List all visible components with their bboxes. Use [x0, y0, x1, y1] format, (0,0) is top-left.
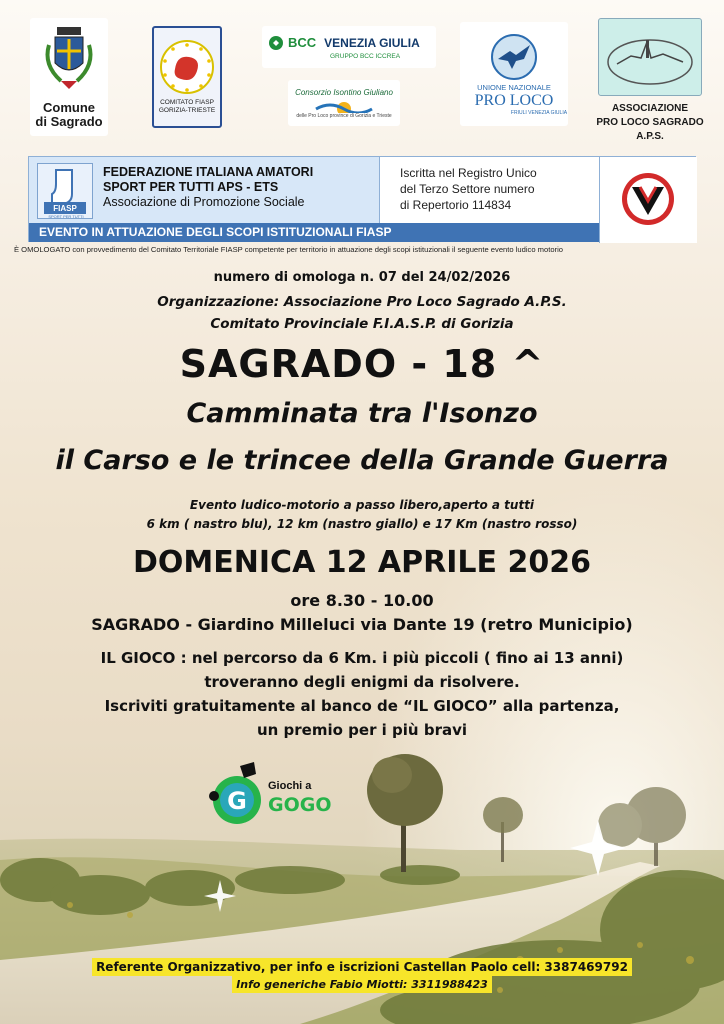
associazione-line2: PRO LOCO SAGRADO [596, 117, 704, 128]
unione-brand: PRO LOCO [474, 91, 554, 109]
fiasp-registry2: del Terzo Settore numero [400, 182, 535, 196]
bcc-logo [262, 26, 436, 68]
unione-pro-loco-logo [460, 22, 568, 126]
gioco-line2: troveranno degli enigmi da risolvere. [204, 673, 520, 691]
associazione-line1: ASSOCIAZIONE [611, 103, 689, 114]
village-sketch-icon [601, 22, 699, 92]
fiasp-title2: SPORT PER TUTTI APS - ETS [103, 180, 279, 194]
bcc-region: VENEZIA GIULIA [324, 35, 420, 50]
event-subtitle2: il Carso e le trincee della Grande Guerra [55, 445, 669, 476]
fiasp-logo-sub: SPORT PER TUTTI [48, 214, 84, 219]
gioco-line3: Iscriviti gratuitamente al banco de “IL GIOCO” alla partenza, [104, 697, 620, 715]
comune-logo [30, 18, 108, 136]
sun-wave-icon [314, 97, 374, 113]
event-subtitle1: Camminata tra l'Isonzo [186, 398, 538, 429]
associazione-logo-image [598, 18, 702, 96]
fiasp-banner [28, 156, 696, 242]
omologato-text: È OMOLOGATO con provvedimento del Comitato Territoriale FIASP competente per territorio in attuazione degli scopi istituzionali il seguente evento ludico motorio [14, 245, 563, 254]
organizzazione: Organizzazione: Associazione Pro Loco Sagrado A.P.S. [157, 294, 567, 310]
referente-text: Referente Organizzativo, per info e iscrizioni Castellan Paolo cell: 3387469792 [92, 958, 632, 976]
giochi-mascot-icon [200, 760, 270, 826]
omologa-number: numero di omologa n. 07 del 24/02/2026 [213, 270, 511, 285]
comitato-logo [152, 26, 222, 128]
event-date: DOMENICA 12 APRILE 2026 [133, 545, 591, 580]
referente-line [0, 960, 724, 974]
eagle-icon [490, 33, 538, 81]
associazione-line3: A.P.S. [636, 131, 664, 142]
associazione-caption [580, 102, 720, 144]
comitato-provinciale: Comitato Provinciale F.I.A.S.P. di Gorizia [210, 316, 514, 332]
unione-region: FRIULI VENEZIA GIULIA [510, 109, 568, 116]
giochi-line1: Giochi a [268, 780, 312, 792]
comitato-line1: COMITATO FIASP [160, 99, 214, 106]
event-desc1: Evento ludico-motorio a passo libero,aperto a tutti [189, 498, 535, 512]
event-desc2: 6 km ( nastro blu), 12 km (nastro giallo) e 17 Km (nastro rosso) [146, 517, 578, 531]
bcc-group: GRUPPO BCC ICCREA [330, 52, 401, 60]
fiasp-title1: FEDERAZIONE ITALIANA AMATORI [103, 165, 314, 179]
comune-line1: Comune [43, 100, 95, 115]
event-title: SAGRADO - 18 ^ [179, 342, 545, 386]
info-text: Info generiche Fabio Miotti: 3311988423 [232, 976, 492, 993]
ivv-emblem-icon [600, 157, 696, 241]
consorzio-logo [288, 80, 400, 126]
event-place: SAGRADO - Giardino Milleluci via Dante 19 (retro Municipio) [91, 615, 633, 634]
giochi-line2: GOGO [268, 794, 332, 816]
giochi-a-gogo-logo [200, 760, 340, 826]
bcc-icon [268, 35, 284, 51]
fiasp-registry1: Iscritta nel Registro Unico [400, 166, 537, 180]
event-time: ore 8.30 - 10.00 [290, 591, 434, 610]
bcc-name: BCC [288, 35, 317, 50]
gioco-line1: IL GIOCO : nel percorso da 6 Km. i più piccoli ( fino ai 13 anni) [100, 649, 624, 667]
fiasp-bar: EVENTO IN ATTUAZIONE DEGLI SCOPI ISTITUZIONALI FIASP [29, 223, 599, 242]
fiasp-logo-label: FIASP [53, 204, 77, 213]
info-line [0, 978, 724, 991]
coat-of-arms-icon [39, 25, 99, 95]
consorzio-sub: delle Pro Loco province di Gorizia e Trieste [296, 112, 392, 119]
consorzio-name: Consorzio Isontino Giuliano [295, 87, 393, 97]
fiasp-title3: Associazione di Promozione Sociale [103, 195, 305, 209]
unione-line1: UNIONE NAZIONALE [477, 82, 551, 92]
comune-line2: di Sagrado [35, 114, 103, 129]
fiasp-foot-icon [38, 164, 92, 218]
gioco-line4: un premio per i più bravi [256, 721, 468, 739]
giochi-letter: G [227, 787, 247, 815]
comitato-line2: GORIZIA-TRIESTE [158, 107, 216, 114]
fiasp-registry [379, 157, 599, 223]
fiasp-committee-icon [159, 39, 215, 95]
fiasp-registry3: di Repertorio 114834 [400, 198, 512, 212]
fiasp-logo [37, 163, 93, 219]
